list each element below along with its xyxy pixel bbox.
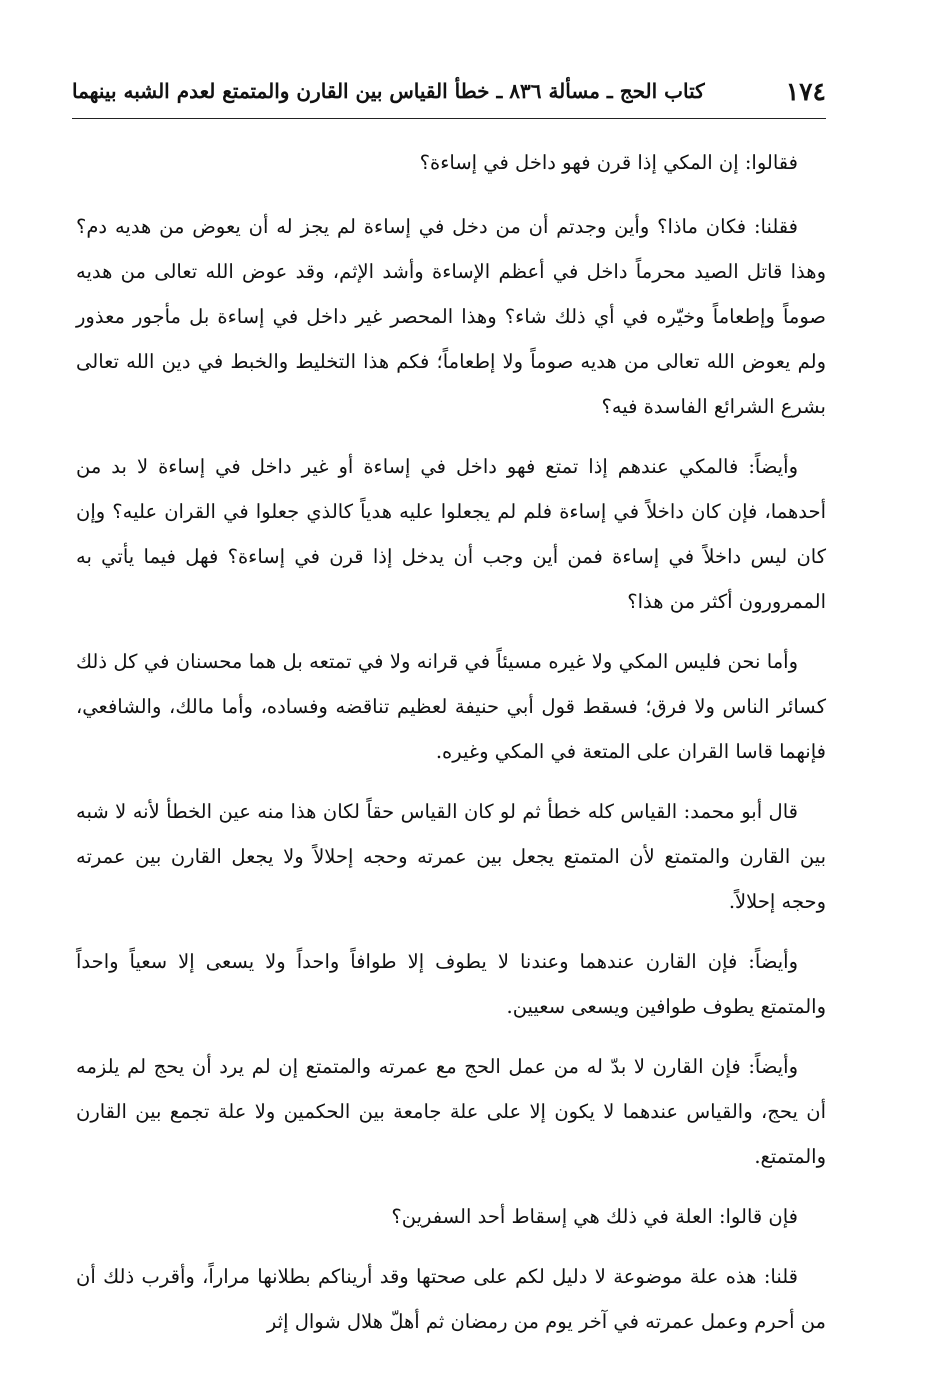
paragraph-5: قال أبو محمد: القياس كله خطأ ثم لو كان القياس حقاً لكان هذا منه عين الخطأ لأنه لا شبه بين القارن والمتمتع لأن المتمتع يجعل بين عمرته وحجه إحلالاً ولا يجعل القارن بين عمرته وحجه إحلالاً. xyxy=(76,800,826,913)
paragraph-6: وأيضاً: فإن القارن عندهما وعندنا لا يطوف إلا طوافاً واحداً ولا يسعى إلا سعياً واحداً والمتمتع يطوف طوافين ويسعى سعيين. xyxy=(76,950,826,1018)
header-rule xyxy=(72,118,826,119)
paragraph-8: فإن قالوا: العلة في ذلك هي إسقاط أحد السفرين؟ xyxy=(391,1205,798,1228)
page-header xyxy=(72,72,826,110)
paragraph-1: فقالوا: إن المكي إذا قرن فهو داخل في إساءة؟ xyxy=(419,151,798,174)
paragraph-2: فقلنا: فكان ماذا؟ وأين وجدتم أن من دخل في إساءة لم يجز له أن يعوض من هديه دم؟ وهذا قاتل الصيد محرماً داخل في أعظم الإساءة وأشد الإثم، وقد عوض الله تعالى من هديه صوماً وإطعاماً وخيّره في أي ذلك شاء؟ وهذا المحصر غير داخل في إساءة بل مأجور معذور ولم يعوض الله تعالى من هديه صوماً ولا إطعاماً؛ فكم هذا التخليط والخبط في دين الله تعالى بشرع الشرائع الفاسدة فيه؟ xyxy=(76,215,826,418)
body-text xyxy=(76,140,826,1344)
paragraph-3: وأيضاً: فالمكي عندهم إذا تمتع فهو داخل في إساءة أو غير داخل في إساءة لا بد من أحدهما، فإن كان داخلاً في إساءة فلم لم يجعلوا عليه هدياً كالذي جعلوا في القران عليه؟ وإن كان ليس داخلاً في إساءة فمن أين وجب أن يدخل إذا قرن في إساءة؟ فهل فيما يأتي به الممرورون أكثر من هذا؟ xyxy=(76,455,826,613)
paragraph-7: وأيضاً: فإن القارن لا بدّ له من عمل الحج مع عمرته والمتمتع إن لم يرد أن يحج لم يلزمه أن يحج، والقياس عندهما لا يكون إلا على علة جامعة بين الحكمين ولا علة تجمع بين القارن والمتمتع. xyxy=(76,1055,826,1168)
page-number: ١٧٤ xyxy=(785,76,826,106)
running-title: كتاب الحج ـ مسألة ٨٣٦ ـ خطأ القياس بين القارن والمتمتع لعدم الشبه بينهما xyxy=(72,79,705,103)
paragraph-4: وأما نحن فليس المكي ولا غيره مسيئاً في قرانه ولا في تمتعه بل هما محسنان في كل ذلك كسائر الناس ولا فرق؛ فسقط قول أبي حنيفة لعظيم تناقضه وفساده، وأما مالك، والشافعي، فإنهما قاسا القران على المتعة في المكي وغيره. xyxy=(76,650,826,763)
paragraph-9: قلنا: هذه علة موضوعة لا دليل لكم على صحتها وقد أريناكم بطلانها مراراً، وأقرب ذلك أن من أحرم وعمل عمرته في آخر يوم من رمضان ثم أهلّ هلال شوال إثر xyxy=(76,1265,826,1333)
